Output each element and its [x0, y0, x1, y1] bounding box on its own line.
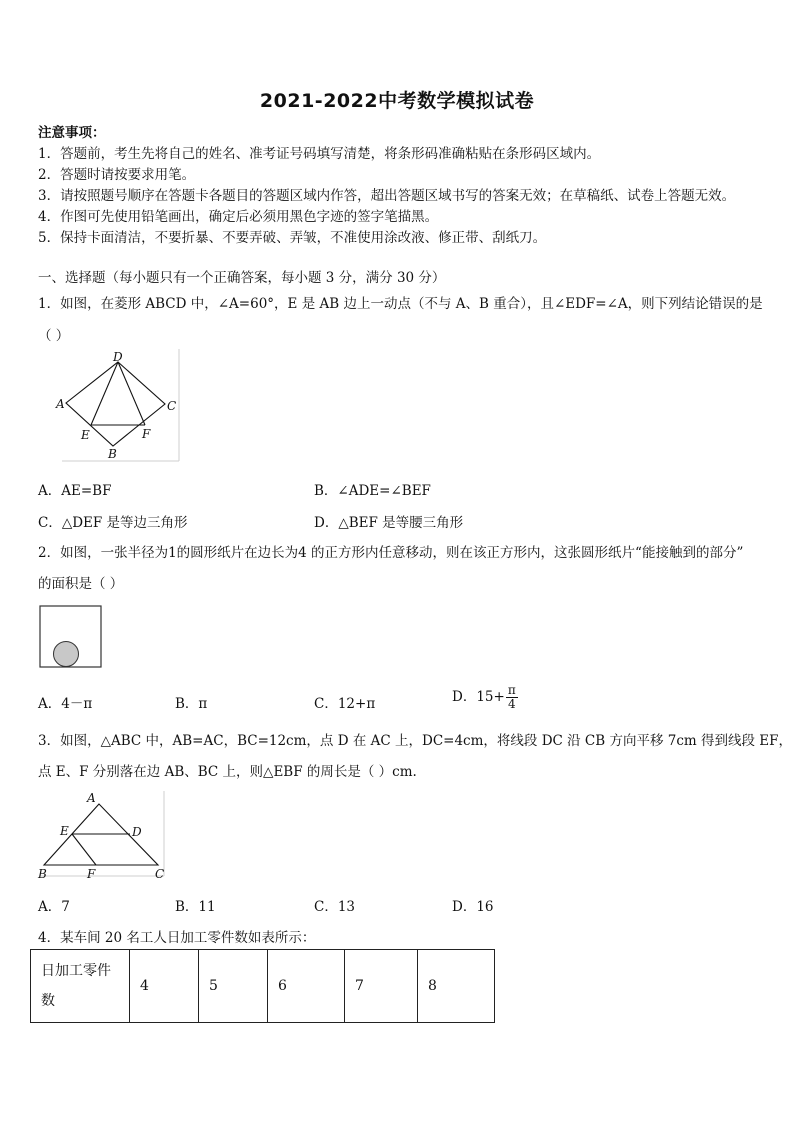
q1-stem-line1: 1．如图，在菱形 ABCD 中，∠A=60°，E 是 AB 边上一动点（不与 A、B 重合），且∠EDF=∠A，则下列结论错误的是	[38, 296, 763, 312]
q2-option-d-denominator: 4	[507, 697, 516, 711]
q3-label-D: D	[132, 825, 142, 839]
q4-table-cell: 4	[130, 950, 199, 1023]
q2-option-d-numerator: π	[507, 683, 516, 697]
q3-label-C: C	[155, 867, 165, 881]
q3-label-A: A	[87, 791, 96, 805]
q1-label-D: D	[113, 350, 123, 364]
q2-stem-line1: 2．如图，一张半径为1的圆形纸片在边长为4 的正方形内任意移动，则在该正方形内，这张圆形纸片“能接触到的部分”	[38, 545, 744, 561]
notice-item-2: 2．答题时请按要求用笔。	[38, 167, 196, 183]
q3-option-a[interactable]: A．7	[38, 899, 70, 915]
q1-option-c[interactable]: C．△DEF 是等边三角形	[38, 515, 188, 531]
q3-label-E: E	[60, 824, 69, 838]
q1-option-d[interactable]: D．△BEF 是等腰三角形	[314, 515, 464, 531]
q1-figure-rhombus	[50, 348, 185, 464]
q4-table-header-line1: 日加工零件	[41, 963, 111, 979]
table-row	[31, 950, 495, 1023]
q1-option-a[interactable]: A．AE=BF	[38, 483, 112, 499]
q4-table-header-line2: 数	[41, 993, 55, 1009]
q1-option-b[interactable]: B．∠ADE=∠BEF	[314, 483, 431, 499]
q2-option-a[interactable]: A．4－π	[38, 696, 93, 712]
notice-item-1: 1．答题前，考生先将自己的姓名、准考证号码填写清楚，将条形码准确粘贴在条形码区域内。	[38, 146, 601, 162]
q1-label-F: F	[142, 427, 151, 441]
q3-figure-triangle	[36, 790, 168, 882]
q3-stem-line2: 点 E、F 分别落在边 AB、BC 上，则△EBF 的周长是（ ）cm.	[38, 764, 417, 780]
q1-label-B: B	[108, 447, 117, 461]
page-title: 2021-2022中考数学模拟试卷	[259, 90, 535, 112]
q2-option-d-prefix: D．15+	[452, 689, 505, 705]
q2-option-d[interactable]	[452, 684, 518, 711]
q1-label-E: E	[81, 428, 90, 442]
notice-heading: 注意事项：	[38, 125, 106, 141]
section-heading: 一、选择题（每小题只有一个正确答案，每小题 3 分，满分 30 分）	[38, 270, 446, 286]
q2-figure-square	[38, 604, 104, 670]
q1-label-A: A	[56, 397, 65, 411]
notice-item-5: 5．保持卡面清洁，不要折暴、不要弄破、弄皱，不准使用涂改液、修正带、刮纸刀。	[38, 230, 547, 246]
q2-option-d-fraction	[506, 684, 518, 711]
q4-table-cell: 7	[345, 950, 418, 1023]
q2-option-b[interactable]: B．π	[175, 696, 208, 712]
q4-table-header-cell	[31, 950, 130, 1023]
q3-label-F: F	[87, 867, 96, 881]
q3-label-B: B	[38, 867, 47, 881]
q4-stem: 4．某车间 20 名工人日加工零件数如表所示：	[38, 930, 316, 946]
q3-option-c[interactable]: C．13	[314, 899, 356, 915]
q3-stem-line1: 3．如图，△ABC 中，AB=AC，BC=12cm，点 D 在 AC 上，DC=4cm，将线段 DC 沿 CB 方向平移 7cm 得到线段 EF，	[38, 733, 793, 749]
q4-table-cell: 6	[268, 950, 345, 1023]
notice-item-4: 4．作图可先使用铅笔画出，确定后必须用黑色字迹的签字笔描黑。	[38, 209, 439, 225]
q1-label-C: C	[167, 399, 177, 413]
q3-option-b[interactable]: B．11	[175, 899, 216, 915]
q4-table	[30, 949, 495, 1023]
q4-table-cell: 8	[418, 950, 495, 1023]
q1-stem-line2: （ ）	[38, 328, 70, 344]
q4-table-cell: 5	[199, 950, 268, 1023]
q2-option-c[interactable]: C．12+π	[314, 696, 376, 712]
q3-option-d[interactable]: D．16	[452, 899, 494, 915]
q2-stem-line2: 的面积是（ ）	[38, 576, 124, 592]
notice-item-3: 3．请按照题号顺序在答题卡各题目的答题区域内作答，超出答题区域书写的答案无效；在草稿纸、试卷上答题无效。	[38, 188, 736, 204]
